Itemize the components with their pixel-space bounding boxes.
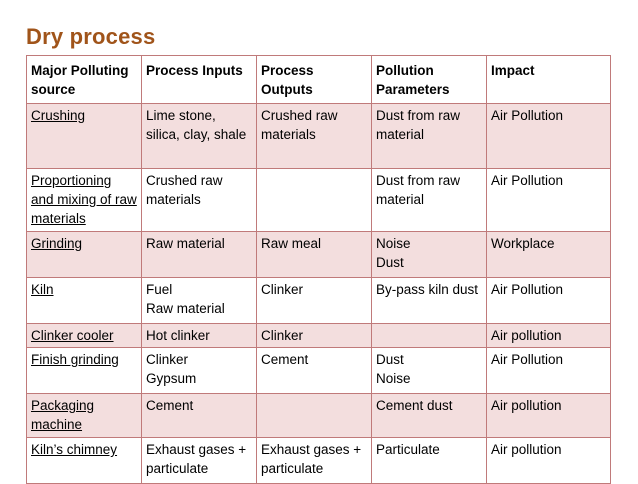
cell-source: Clinker cooler bbox=[27, 324, 142, 348]
table-row bbox=[27, 394, 611, 438]
cell-parameters: Dust Noise bbox=[372, 348, 487, 394]
cell-impact: Air pollution bbox=[487, 394, 611, 438]
cell-impact: Air Pollution bbox=[487, 278, 611, 324]
cell-source: Kiln’s chimney bbox=[27, 438, 142, 484]
cell-parameters bbox=[372, 324, 487, 348]
cell-impact: Air pollution bbox=[487, 438, 611, 484]
cell-outputs: Cement bbox=[257, 348, 372, 394]
table-row bbox=[27, 348, 611, 394]
cell-impact: Air Pollution bbox=[487, 348, 611, 394]
page-title: Dry process bbox=[26, 24, 156, 49]
cell-impact: Air pollution bbox=[487, 324, 611, 348]
header-process-inputs: Process Inputs bbox=[142, 56, 257, 104]
cell-impact: Workplace bbox=[487, 232, 611, 278]
cell-source: Grinding bbox=[27, 232, 142, 278]
header-major-polluting-source: Major Polluting source bbox=[27, 56, 142, 104]
cell-inputs: Crushed raw materials bbox=[142, 169, 257, 232]
cell-parameters: Dust from raw material bbox=[372, 104, 487, 169]
cell-inputs: Cement bbox=[142, 394, 257, 438]
cell-source: Crushing bbox=[27, 104, 142, 169]
cell-outputs: Clinker bbox=[257, 278, 372, 324]
cell-outputs bbox=[257, 169, 372, 232]
cell-parameters: By-pass kiln dust bbox=[372, 278, 487, 324]
pollution-table bbox=[26, 55, 611, 484]
cell-source: Proportioning and mixing of raw materials bbox=[27, 169, 142, 232]
table-header-row bbox=[27, 56, 611, 104]
cell-outputs: Exhaust gases + particulate bbox=[257, 438, 372, 484]
table-row bbox=[27, 104, 611, 169]
cell-parameters: Dust from raw material bbox=[372, 169, 487, 232]
table-row bbox=[27, 278, 611, 324]
cell-parameters: Particulate bbox=[372, 438, 487, 484]
cell-parameters: Noise Dust bbox=[372, 232, 487, 278]
cell-inputs: Raw material bbox=[142, 232, 257, 278]
cell-outputs: Crushed raw materials bbox=[257, 104, 372, 169]
cell-parameters: Cement dust bbox=[372, 394, 487, 438]
table-row bbox=[27, 232, 611, 278]
cell-impact: Air Pollution bbox=[487, 104, 611, 169]
cell-inputs: Hot clinker bbox=[142, 324, 257, 348]
header-process-outputs: Process Outputs bbox=[257, 56, 372, 104]
cell-source: Packaging machine bbox=[27, 394, 142, 438]
cell-inputs: Exhaust gases + particulate bbox=[142, 438, 257, 484]
table-row bbox=[27, 169, 611, 232]
cell-inputs: Fuel Raw material bbox=[142, 278, 257, 324]
cell-source: Finish grinding bbox=[27, 348, 142, 394]
cell-outputs: Clinker bbox=[257, 324, 372, 348]
cell-inputs: Clinker Gypsum bbox=[142, 348, 257, 394]
cell-outputs bbox=[257, 394, 372, 438]
cell-source: Kiln bbox=[27, 278, 142, 324]
cell-inputs: Lime stone, silica, clay, shale bbox=[142, 104, 257, 169]
table-row bbox=[27, 438, 611, 484]
header-pollution-parameters: Pollution Parameters bbox=[372, 56, 487, 104]
cell-impact: Air Pollution bbox=[487, 169, 611, 232]
cell-outputs: Raw meal bbox=[257, 232, 372, 278]
table-row bbox=[27, 324, 611, 348]
header-impact: Impact bbox=[487, 56, 611, 104]
